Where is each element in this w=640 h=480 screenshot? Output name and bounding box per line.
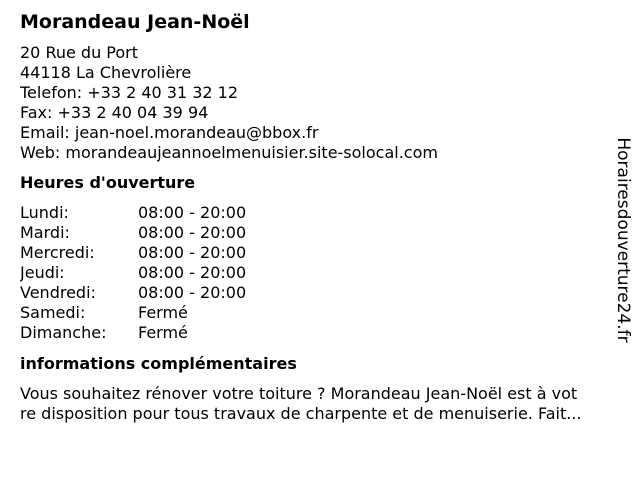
day-label: Lundi: — [20, 203, 69, 222]
site-watermark: Horairesdouverture24.fr — [613, 137, 633, 343]
day-label: Vendredi: — [20, 283, 96, 302]
time-value: 08:00 - 20:00 — [138, 203, 247, 222]
business-description — [20, 384, 630, 424]
day-label: Mardi: — [20, 223, 70, 242]
phone-number: Telefon: +33 2 40 31 32 12 — [20, 83, 239, 102]
hours-row-saturday — [20, 303, 630, 323]
description-line: re disposition pour tous travaux de charpente et de menuiserie. Fait... — [20, 404, 582, 423]
hours-row-wednesday — [20, 243, 630, 263]
hours-row-sunday — [20, 323, 630, 343]
contact-details — [20, 43, 630, 163]
time-value: Fermé — [138, 303, 188, 322]
description-line: Vous souhaitez rénover votre toiture ? Morandeau Jean-Noël est à vot — [20, 384, 578, 403]
street-address: 20 Rue du Port — [20, 43, 139, 62]
day-label: Mercredi: — [20, 243, 95, 262]
email-address: Email: jean-noel.morandeau@bbox.fr — [20, 123, 319, 142]
opening-hours-table — [20, 203, 630, 343]
website: Web: morandeaujeannoelmenuisier.site-solocal.com — [20, 143, 438, 162]
city-address: 44118 La Chevrolière — [20, 63, 192, 82]
hours-row-monday — [20, 203, 630, 223]
hours-row-thursday — [20, 263, 630, 283]
time-value: 08:00 - 20:00 — [138, 223, 247, 242]
time-value: 08:00 - 20:00 — [138, 243, 247, 262]
day-label: Dimanche: — [20, 323, 107, 342]
additional-info-heading: informations complémentaires — [20, 354, 297, 373]
fax-number: Fax: +33 2 40 04 39 94 — [20, 103, 209, 122]
business-card — [20, 10, 630, 480]
opening-hours-heading: Heures d'ouverture — [20, 173, 196, 192]
hours-row-friday — [20, 283, 630, 303]
day-label: Samedi: — [20, 303, 86, 322]
time-value: Fermé — [138, 323, 188, 342]
hours-row-tuesday — [20, 223, 630, 243]
day-label: Jeudi: — [20, 263, 65, 282]
business-name: Morandeau Jean-Noël — [20, 11, 250, 33]
time-value: 08:00 - 20:00 — [138, 283, 247, 302]
time-value: 08:00 - 20:00 — [138, 263, 247, 282]
